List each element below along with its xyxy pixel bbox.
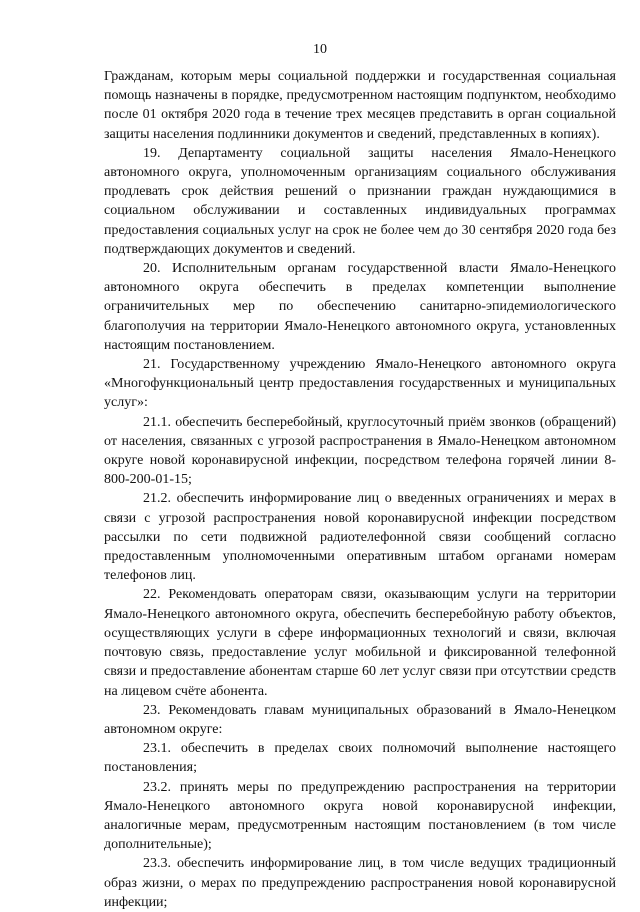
document-body [104,67,616,912]
paragraph-item-21: 21. Государственному учреждению Ямало-Ненецкого автономного округа «Многофункциональный центр предоставления государственных и муниципальных услуг»: [104,357,616,411]
paragraph-item-23: 23. Рекомендовать главам муниципальных образований в Ямало-Ненецком автономном округе: [104,702,616,737]
paragraph-item-20: 20. Исполнительным органам государственной власти Ямало-Ненецкого автономного округа обеспечить в пределах компетенции выполнение ограничительных мер по обеспечению санитарно-эпидемиологического благополучия на территории Ямало-Ненецкого автономного округа, установленных настоящим постановлением. [104,261,616,353]
paragraph-item-23-2: 23.2. принять меры по предупреждению распространения на территории Ямало-Ненецкого автономного округа новой коронавирусной инфекции, аналогичные мерам, предусмотренным настоящим постановлением (в том числе дополнительные); [104,779,616,853]
paragraph-item-23-1: 23.1. обеспечить в пределах своих полномочий выполнение настоящего постановления; [104,741,616,776]
paragraph-item-21-1: 21.1. обеспечить бесперебойный, круглосуточный приём звонков (обращений) от населения, связанных с угрозой распространения в Ямало-Ненецком автономном округе новой коронавирусной инфекции, посредством телефона горячей линии 8-800-200-01-15; [104,414,616,488]
paragraph-item-19: 19. Департаменту социальной защиты населения Ямало-Ненецкого автономного округа, уполномоченным организациям социального обслуживания продлевать срок действия решений о признании граждан нуждающимися в социальном обслуживании и составленных индивидуальных программах предоставления социальных услуг на срок не более чем до 30 сентября 2020 года без подтверждающих документов и сведений. [104,145,616,257]
page-number: 10 [313,42,327,57]
paragraph-item-21-2: 21.2. обеспечить информирование лиц о введенных ограничениях и мерах в связи с угрозой распространения новой коронавирусной инфекции посредством рассылки по сети подвижной радиотелефонной связи сообщений согласно предоставленным уполномоченными оперативным штабом органами номерам телефонов лиц. [104,491,616,584]
paragraph-item-23-3: 23.3. обеспечить информирование лиц, в том числе ведущих традиционный образ жизни, о мерах по предупреждению распространения новой коронавирусной инфекции; [104,856,616,910]
paragraph-item-22: 22. Рекомендовать операторам связи, оказывающим услуги на территории Ямало-Ненецкого автономного округа, обеспечить бесперебойную работу объектов, осуществляющих услуги в сфере информационных технологий и связи, включая почтовую связь, предоставление услуг мобильной и фиксированной телефонной связи и предоставление абонентам старше 60 лет услуг связи при отсутствии средств на лицевом счёте абонента. [104,587,616,699]
paragraph-continuation: Гражданам, которым меры социальной поддержки и государственная социальная помощь назначены в порядке, предусмотренном настоящим подпунктом, необходимо после 01 октября 2020 года в течение трех месяцев представить в орган социальной защиты населения подлинники документов и сведений, представленных в копиях). [104,69,616,142]
